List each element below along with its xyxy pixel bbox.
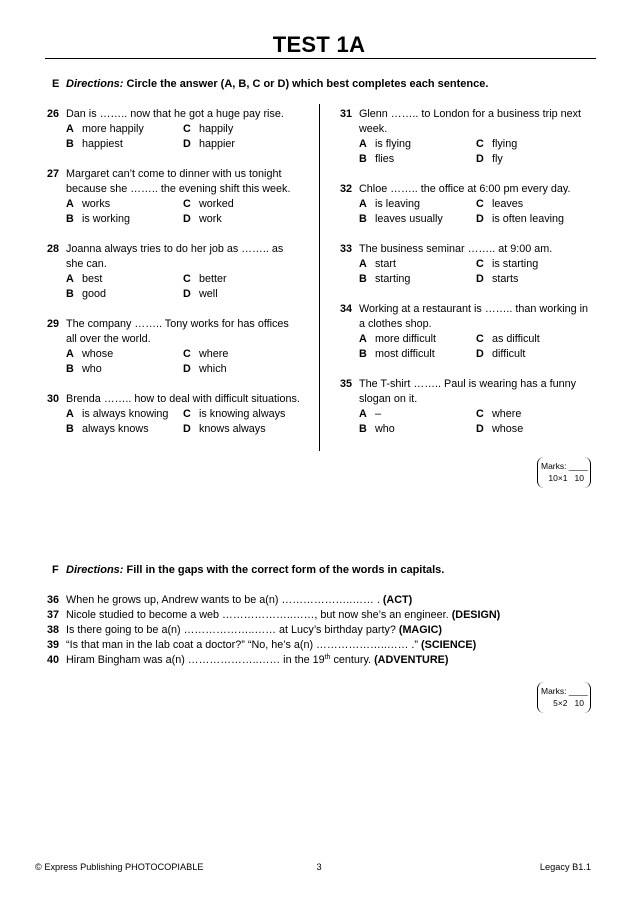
option-letter: C (476, 333, 484, 345)
question-text: she can. (66, 258, 107, 270)
gap-sentence (66, 593, 412, 608)
option-b (66, 362, 183, 377)
question-text: Margaret can’t come to dinner with us tonight (66, 168, 282, 180)
option-letter: C (183, 408, 191, 420)
option-text: where (492, 408, 522, 420)
option-letter: A (359, 333, 367, 345)
title-rule (45, 58, 596, 59)
capital-word: (DESIGN) (451, 609, 501, 621)
options-row (66, 287, 315, 302)
option-letter: B (66, 288, 74, 300)
question-body (66, 242, 315, 302)
question-body (66, 317, 315, 377)
option-letter: A (359, 408, 367, 420)
options-row (359, 212, 598, 227)
option-text: knows always (199, 423, 266, 435)
marks-row (541, 697, 590, 709)
options-row (66, 137, 315, 152)
capital-word: (ACT) (382, 594, 413, 606)
question-34 (340, 302, 598, 362)
options-row (66, 362, 315, 377)
option-a (66, 407, 183, 422)
option-d (183, 212, 300, 227)
option-b (359, 347, 476, 362)
options-row (359, 407, 598, 422)
gap-sentence (66, 608, 500, 623)
option-letter: B (359, 213, 367, 225)
option-b (66, 212, 183, 227)
option-letter: C (476, 198, 484, 210)
question-text: all over the world. (66, 333, 151, 345)
option-letter: D (476, 153, 484, 165)
options-row (66, 212, 315, 227)
question-number: 37 (47, 609, 60, 621)
option-text: happily (199, 123, 234, 135)
gap-text: Is there going to be a(n) ………………..…… at Lucy’s birthday party? (66, 624, 396, 636)
options-row (66, 422, 315, 437)
question-text: The business seminar …….. at 9:00 am. (359, 243, 553, 255)
gap-sentence (66, 623, 442, 638)
question-text: Brenda …….. how to deal with difficult situations. (66, 393, 300, 405)
option-letter: D (476, 273, 484, 285)
question-number: 36 (47, 594, 60, 606)
gap-item-39 (47, 638, 500, 653)
option-letter: A (359, 138, 367, 150)
option-c (476, 197, 593, 212)
question-29 (47, 317, 315, 377)
question-30 (47, 392, 315, 437)
option-text: difficult (492, 348, 526, 360)
option-d (476, 272, 593, 287)
question-body (359, 377, 598, 437)
option-text: is leaving (375, 198, 421, 210)
option-b (359, 152, 476, 167)
question-text: Dan is …….. now that he got a huge pay rise. (66, 108, 284, 120)
question-33 (340, 242, 598, 287)
options-row (359, 197, 598, 212)
marks-total: 10 (574, 473, 584, 483)
gap-item-38 (47, 623, 500, 638)
option-letter: A (66, 198, 74, 210)
section-e-right-column (340, 107, 598, 452)
options-row (66, 272, 315, 287)
capital-word: (MAGIC) (398, 624, 443, 636)
gap-text: “Is that man in the lab coat a doctor?” “No, he’s a(n) ………………..…… .” (66, 639, 419, 651)
option-b (66, 287, 183, 302)
question-text: Joanna always tries to do her job as …….. as (66, 243, 284, 255)
options-row (359, 272, 598, 287)
option-text: happier (199, 138, 236, 150)
option-a (66, 197, 183, 212)
question-text: The company …….. Tony works for has offices (66, 318, 289, 330)
question-body (66, 107, 315, 152)
option-text: starts (492, 273, 519, 285)
option-text: better (199, 273, 227, 285)
question-text: a clothes shop. (359, 318, 432, 330)
option-text: which (199, 363, 227, 375)
column-divider (319, 104, 320, 451)
question-text: slogan on it. (359, 393, 418, 405)
option-letter: D (476, 213, 484, 225)
footer-copyright: © Express Publishing PHOTOCOPIABLE (35, 862, 204, 872)
option-d (476, 422, 593, 437)
option-letter: C (476, 258, 484, 270)
question-26 (47, 107, 315, 152)
option-text: who (82, 363, 102, 375)
question-32 (340, 182, 598, 227)
gap-item-36 (47, 593, 500, 608)
question-number: 31 (340, 108, 353, 120)
section-f-items (47, 593, 500, 668)
question-body (359, 242, 598, 287)
section-f-heading (52, 563, 444, 578)
marks-formula: 10×1 (548, 473, 568, 483)
option-text: best (82, 273, 103, 285)
options-row (359, 347, 598, 362)
footer-book-title: Legacy B1.1 (539, 862, 591, 872)
option-text: whose (82, 348, 114, 360)
capital-word: (SCIENCE) (421, 639, 477, 651)
option-c (476, 332, 593, 347)
section-letter: E (52, 78, 60, 90)
option-letter: B (359, 423, 367, 435)
option-text: good (82, 288, 107, 300)
marks-row (541, 472, 590, 484)
option-text: work (199, 213, 222, 225)
option-text: is often leaving (492, 213, 565, 225)
option-text: more happily (82, 123, 144, 135)
question-body (359, 182, 598, 227)
option-a (66, 122, 183, 137)
question-text: The T-shirt …….. Paul is wearing has a funny (359, 378, 577, 390)
option-d (476, 152, 593, 167)
option-letter: A (359, 198, 367, 210)
option-letter: B (66, 423, 74, 435)
option-c (183, 272, 300, 287)
option-b (359, 422, 476, 437)
option-text: as difficult (492, 333, 540, 345)
option-d (183, 362, 300, 377)
option-c (476, 257, 593, 272)
question-number: 33 (340, 243, 353, 255)
directions-label: Directions: (66, 78, 124, 90)
question-number: 27 (47, 168, 60, 180)
option-b (66, 137, 183, 152)
question-number: 32 (340, 183, 353, 195)
option-d (183, 422, 300, 437)
question-body (359, 302, 598, 362)
option-text: works (82, 198, 111, 210)
question-body (359, 107, 598, 167)
marks-total: 10 (574, 698, 584, 708)
section-e-left-column (47, 107, 315, 452)
question-number: 38 (47, 624, 60, 636)
option-a (359, 197, 476, 212)
option-c (476, 137, 593, 152)
option-letter: C (476, 138, 484, 150)
option-text: is starting (492, 258, 539, 270)
option-d (476, 347, 593, 362)
option-a (359, 332, 476, 347)
option-c (476, 407, 593, 422)
question-text: week. (359, 123, 388, 135)
option-text: leaves (492, 198, 524, 210)
option-letter: C (183, 198, 191, 210)
options-row (359, 137, 598, 152)
option-letter: D (476, 348, 484, 360)
option-text: start (375, 258, 396, 270)
section-e-heading (52, 77, 488, 92)
option-letter: D (183, 288, 191, 300)
question-number: 30 (47, 393, 60, 405)
option-a (359, 407, 476, 422)
marks-formula: 5×2 (553, 698, 568, 708)
question-number: 40 (47, 654, 60, 666)
option-letter: C (476, 408, 484, 420)
option-letter: D (183, 423, 191, 435)
option-letter: C (183, 348, 191, 360)
option-text: is knowing always (199, 408, 286, 420)
option-a (66, 272, 183, 287)
directions-text: Circle the answer (A, B, C or D) which best completes each sentence. (126, 78, 489, 90)
question-body (66, 167, 315, 227)
gap-item-40 (47, 653, 500, 668)
gap-text-after: century. (333, 654, 372, 666)
question-number: 39 (47, 639, 60, 651)
options-row (359, 332, 598, 347)
question-number: 29 (47, 318, 60, 330)
ordinal-suffix: th (324, 654, 331, 661)
option-text: fly (492, 153, 503, 165)
option-letter: B (66, 363, 74, 375)
option-letter: C (183, 273, 191, 285)
option-letter: B (359, 273, 367, 285)
question-number: 35 (340, 378, 353, 390)
option-c (183, 407, 300, 422)
option-d (476, 212, 593, 227)
question-text: Chloe …….. the office at 6:00 pm every day. (359, 183, 571, 195)
option-text: whose (492, 423, 524, 435)
option-text: is working (82, 213, 131, 225)
option-text: more difficult (375, 333, 437, 345)
question-text: Glenn …….. to London for a business trip next (359, 108, 582, 120)
option-c (183, 122, 300, 137)
option-letter: C (183, 123, 191, 135)
test-title: TEST 1A (272, 32, 366, 57)
option-letter: D (476, 423, 484, 435)
gap-text: When he grows up, Andrew wants to be a(n) ………………..…… . (66, 594, 380, 606)
option-b (359, 272, 476, 287)
option-c (183, 347, 300, 362)
gap-item-37 (47, 608, 500, 623)
option-letter: B (359, 348, 367, 360)
option-text: always knows (82, 423, 149, 435)
options-row (66, 122, 315, 137)
question-31 (340, 107, 598, 167)
marks-label: Marks: ____ (541, 461, 588, 471)
options-row (66, 197, 315, 212)
option-text: happiest (82, 138, 123, 150)
directions-label: Directions: (66, 564, 124, 576)
option-letter: B (66, 138, 74, 150)
option-text: where (199, 348, 229, 360)
option-c (183, 197, 300, 212)
options-row (359, 152, 598, 167)
option-a (359, 257, 476, 272)
option-text: starting (375, 273, 411, 285)
option-text: is always knowing (82, 408, 169, 420)
option-text: – (375, 408, 382, 420)
question-body (66, 392, 315, 437)
section-letter: F (52, 564, 59, 576)
option-text: well (199, 288, 218, 300)
option-text: worked (199, 198, 234, 210)
question-number: 28 (47, 243, 60, 255)
option-letter: B (66, 213, 74, 225)
gap-sentence (66, 653, 448, 668)
question-text: because she …….. the evening shift this week. (66, 183, 291, 195)
option-letter: B (359, 153, 367, 165)
capital-word: (ADVENTURE) (374, 654, 449, 666)
option-letter: D (183, 138, 191, 150)
question-27 (47, 167, 315, 227)
directions-text: Fill in the gaps with the correct form of the words in capitals. (126, 564, 445, 576)
gap-sentence (66, 638, 476, 653)
question-number: 34 (340, 303, 353, 315)
option-text: flying (492, 138, 518, 150)
gap-text: Nicole studied to become a web ………………..……, but now she’s an engineer. (66, 609, 449, 621)
option-b (359, 212, 476, 227)
options-row (66, 347, 315, 362)
option-text: flies (375, 153, 395, 165)
options-row (359, 257, 598, 272)
marks-box-section-e (537, 457, 591, 488)
question-number: 26 (47, 108, 60, 120)
question-text: Working at a restaurant is …….. than working in (359, 303, 589, 315)
question-28 (47, 242, 315, 302)
option-a (66, 347, 183, 362)
option-letter: D (183, 213, 191, 225)
option-letter: A (66, 273, 74, 285)
option-letter: A (359, 258, 367, 270)
option-letter: A (66, 408, 74, 420)
gap-text: Hiram Bingham was a(n) ………………..…… in the 19 (66, 654, 325, 666)
option-letter: D (183, 363, 191, 375)
option-b (66, 422, 183, 437)
options-row (359, 422, 598, 437)
options-row (66, 407, 315, 422)
option-a (359, 137, 476, 152)
marks-box-section-f (537, 682, 591, 713)
option-d (183, 137, 300, 152)
question-35 (340, 377, 598, 437)
footer-page-number: 3 (316, 862, 322, 872)
option-text: is flying (375, 138, 412, 150)
option-text: most difficult (375, 348, 435, 360)
option-letter: A (66, 348, 74, 360)
option-d (183, 287, 300, 302)
option-text: who (375, 423, 395, 435)
marks-label: Marks: ____ (541, 686, 588, 696)
option-letter: A (66, 123, 74, 135)
option-text: leaves usually (375, 213, 443, 225)
